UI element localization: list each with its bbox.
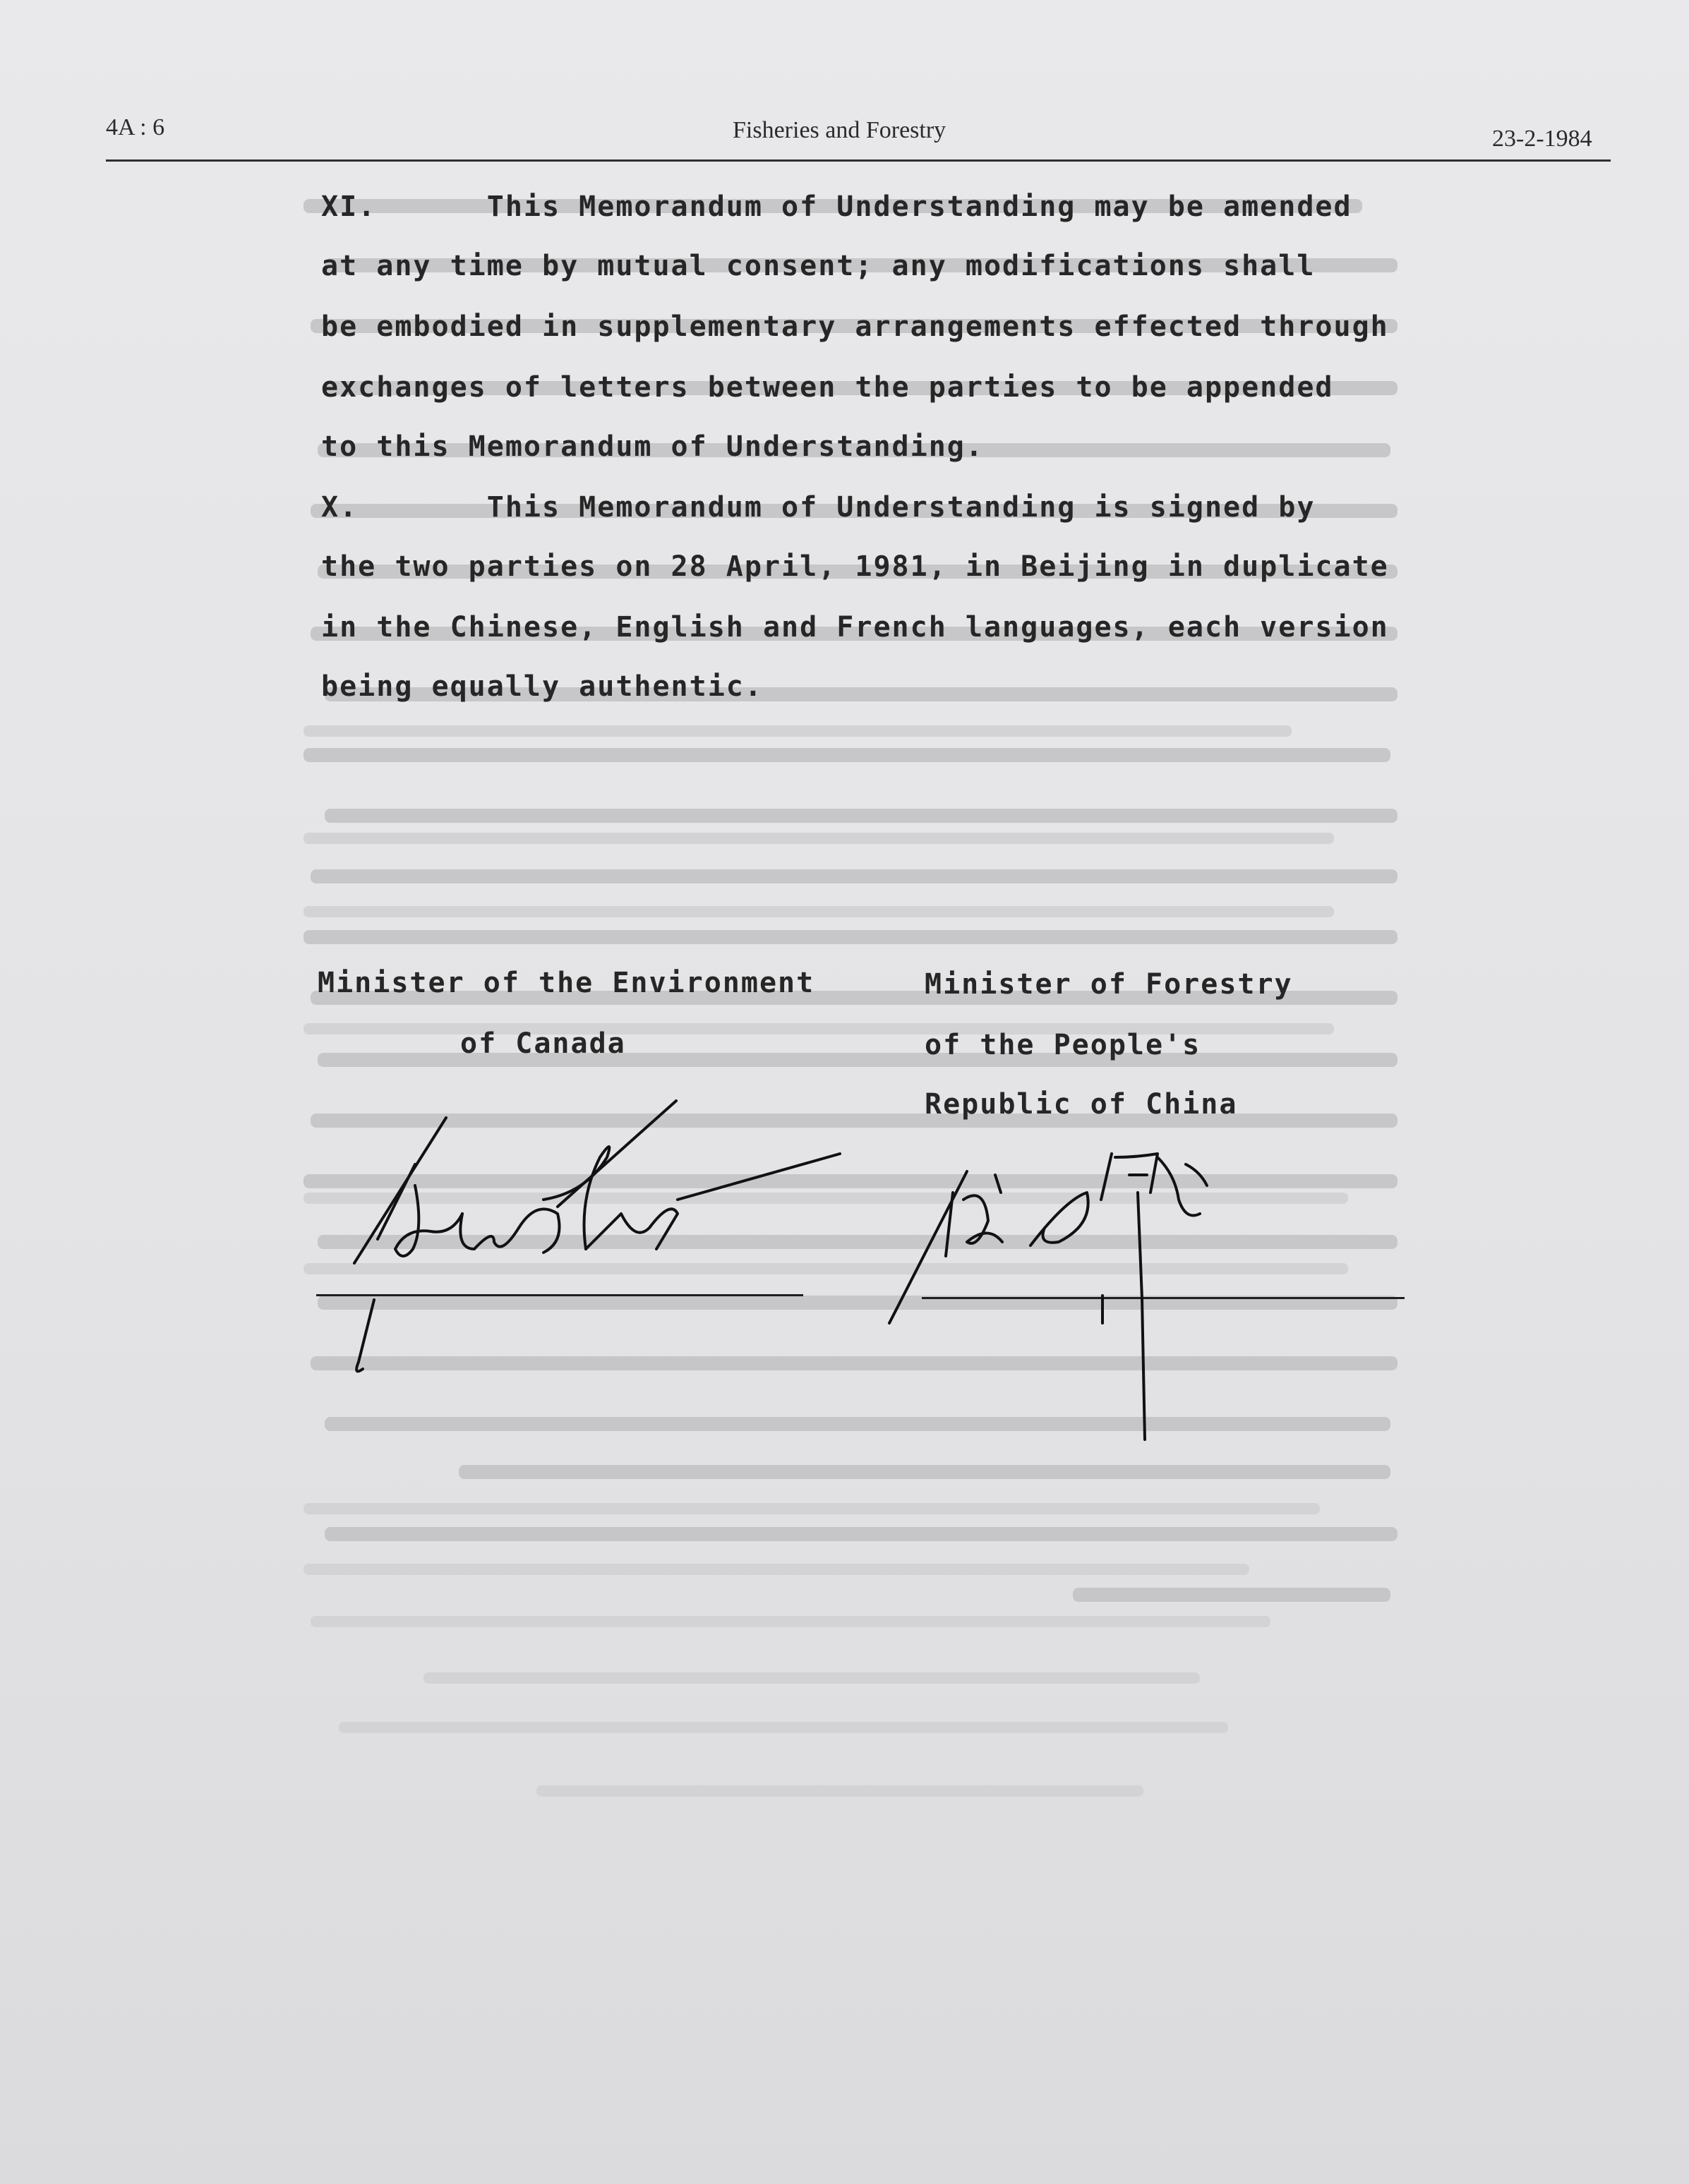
- body-line: to this Memorandum of Understanding.: [321, 430, 984, 463]
- china-signatory-title: Minister of Forestry: [925, 968, 1293, 1001]
- body-line: at any time by mutual consent; any modifications shall: [321, 250, 1316, 282]
- header-date: 23-2-1984: [1492, 126, 1592, 152]
- page-number: 4A : 6: [106, 114, 165, 140]
- canada-signatory-title: Minister of the Environment: [318, 967, 815, 999]
- china-signatory-country-line2: Republic of China: [925, 1088, 1238, 1121]
- body-line: be embodied in supplementary arrangements effected through: [321, 310, 1389, 343]
- body-line: X. This Memorandum of Understanding is signed by: [321, 491, 1316, 524]
- body-line: in the Chinese, English and French languages, each version: [321, 611, 1389, 644]
- body-line: being equally authentic.: [321, 670, 763, 703]
- section-title: Fisheries and Forestry: [733, 117, 946, 143]
- canada-signatory-country: of Canada: [460, 1027, 626, 1060]
- body-line: the two parties on 28 April, 1981, in Beijing in duplicate: [321, 550, 1389, 583]
- china-signatory-country-line1: of the People's: [925, 1029, 1201, 1061]
- body-line: XI. This Memorandum of Understanding may be amended: [321, 191, 1352, 223]
- body-line: exchanges of letters between the parties to be appended: [321, 371, 1334, 404]
